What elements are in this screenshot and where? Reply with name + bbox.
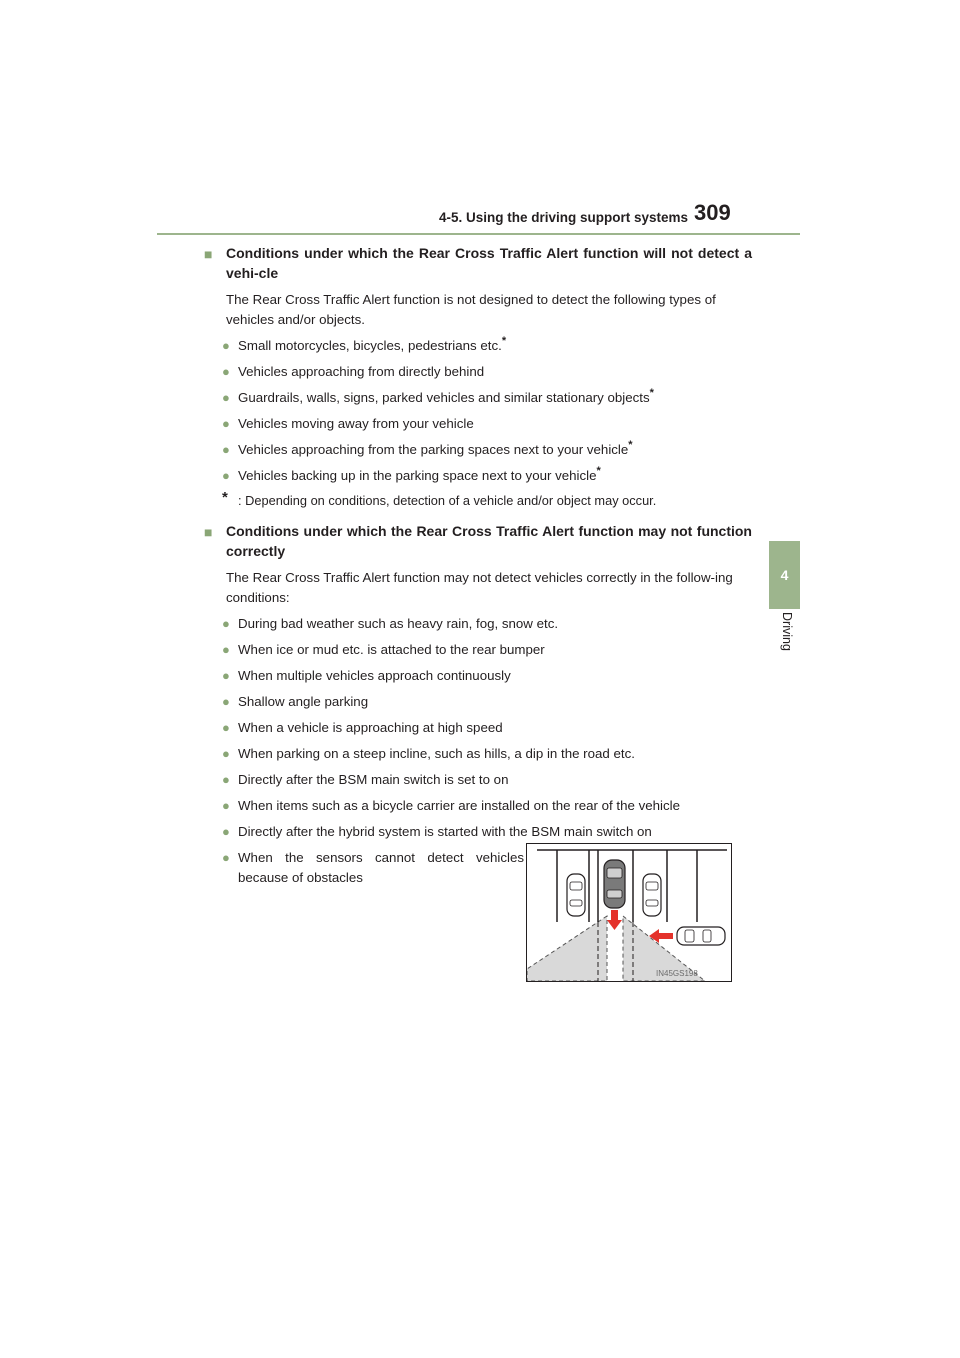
footnote-text: : Depending on conditions, detection of a vehicle and/or object may occur. — [238, 493, 657, 508]
header-rule — [157, 233, 800, 235]
bullet-dot-icon: ● — [222, 616, 230, 631]
list-item — [222, 336, 752, 356]
list-item — [222, 744, 752, 764]
bullet-dot-icon: ● — [222, 416, 230, 431]
footnote-mark: * — [649, 387, 654, 399]
footnote-star: * — [222, 489, 228, 506]
list-item-text: During bad weather such as heavy rain, fog, snow etc. — [238, 616, 559, 631]
list-item — [222, 848, 524, 888]
list-item-text: When multiple vehicles approach continuously — [238, 668, 511, 683]
own-car-icon — [604, 860, 625, 908]
down-arrow-icon — [607, 910, 622, 930]
approaching-car-icon — [677, 927, 725, 945]
list-item-text: When a vehicle is approaching at high speed — [238, 720, 503, 735]
list-item-text: Vehicles approaching from the parking spaces next to your vehicle — [238, 442, 629, 457]
list-item-text: Vehicles approaching from directly behind — [238, 364, 485, 379]
list-item — [222, 362, 752, 382]
bullet-dot-icon: ● — [222, 720, 230, 735]
list-item — [222, 440, 752, 460]
section-heading-text: Conditions under which the Rear Cross Traffic Alert function will not detect a vehi-cle — [226, 245, 752, 281]
list-item — [222, 666, 752, 686]
list-item — [222, 822, 752, 842]
section-heading-not-detect — [204, 243, 752, 283]
main-content — [204, 243, 752, 888]
parked-car-left-icon — [567, 874, 585, 916]
bullet-dot-icon: ● — [222, 746, 230, 761]
parking-obstacle-diagram — [526, 843, 732, 982]
bullet-dot-icon: ● — [222, 694, 230, 709]
parked-car-right-icon — [643, 874, 661, 916]
bullet-dot-icon: ● — [222, 798, 230, 813]
list-item-text: When ice or mud etc. is attached to the rear bumper — [238, 642, 545, 657]
list-item-text: Directly after the hybrid system is started with the BSM main switch on — [238, 824, 652, 839]
left-detection-zone — [527, 916, 607, 981]
list-item-text: Guardrails, walls, signs, parked vehicles and similar stationary objects — [238, 390, 650, 405]
list-item — [222, 770, 752, 790]
square-bullet-icon: ■ — [204, 524, 213, 540]
footnote-mark: * — [501, 335, 507, 347]
list-item-text: Vehicles moving away from your vehicle — [238, 416, 474, 431]
list-item — [222, 692, 752, 712]
parking-diagram-svg — [527, 844, 731, 981]
bullet-dot-icon: ● — [222, 824, 230, 839]
bullet-dot-icon: ● — [222, 850, 230, 865]
bullet-dot-icon: ● — [222, 772, 230, 787]
list-item-text: When the sensors cannot detect vehicles because of obstacles — [238, 850, 524, 885]
section-intro: The Rear Cross Traffic Alert function may not detect vehicles correctly in the follow-ing conditions: — [226, 570, 733, 605]
bullet-dot-icon: ● — [222, 668, 230, 683]
list-item-text: Vehicles backing up in the parking space next to your vehicle — [238, 468, 597, 483]
header-section-title: 4-5. Using the driving support systems — [438, 210, 688, 225]
diagram-code-label: IN45GS198 — [656, 969, 698, 978]
bullet-dot-icon: ● — [222, 364, 230, 379]
bullet-dot-icon: ● — [222, 390, 230, 405]
chapter-tab: 4 — [769, 541, 800, 609]
footnote-mark: * — [596, 465, 601, 477]
list-item — [222, 388, 752, 408]
list-item-text: Small motorcycles, bicycles, pedestrians etc. — [238, 338, 502, 353]
bullet-dot-icon: ● — [222, 468, 230, 483]
section-intro: The Rear Cross Traffic Alert function is not designed to detect the following types of vehicles and/or objects. — [226, 292, 716, 327]
footnote — [222, 491, 752, 511]
list-item — [222, 414, 752, 434]
list-item — [222, 640, 752, 660]
list-item — [222, 796, 752, 816]
bullet-dot-icon: ● — [222, 642, 230, 657]
list-item — [222, 718, 752, 738]
footnote-mark: * — [628, 439, 633, 451]
list-item — [222, 466, 752, 486]
bullet-dot-icon: ● — [222, 338, 230, 353]
parking-lines — [537, 850, 727, 922]
bullet-dot-icon: ● — [222, 442, 230, 457]
chapter-label: Driving — [780, 612, 794, 651]
section-heading-may-not-function — [204, 521, 752, 561]
list-item-text: Shallow angle parking — [238, 694, 369, 709]
section-heading-text: Conditions under which the Rear Cross Traffic Alert function may not function correctly — [226, 523, 752, 559]
page-number: 309 — [694, 200, 731, 225]
list-item-text: When parking on a steep incline, such as hills, a dip in the road etc. — [238, 746, 635, 761]
list-item-text: Directly after the BSM main switch is set to on — [238, 772, 509, 787]
square-bullet-icon: ■ — [204, 246, 213, 262]
list-item-text: When items such as a bicycle carrier are installed on the rear of the vehicle — [238, 798, 680, 813]
list-item — [222, 614, 752, 634]
